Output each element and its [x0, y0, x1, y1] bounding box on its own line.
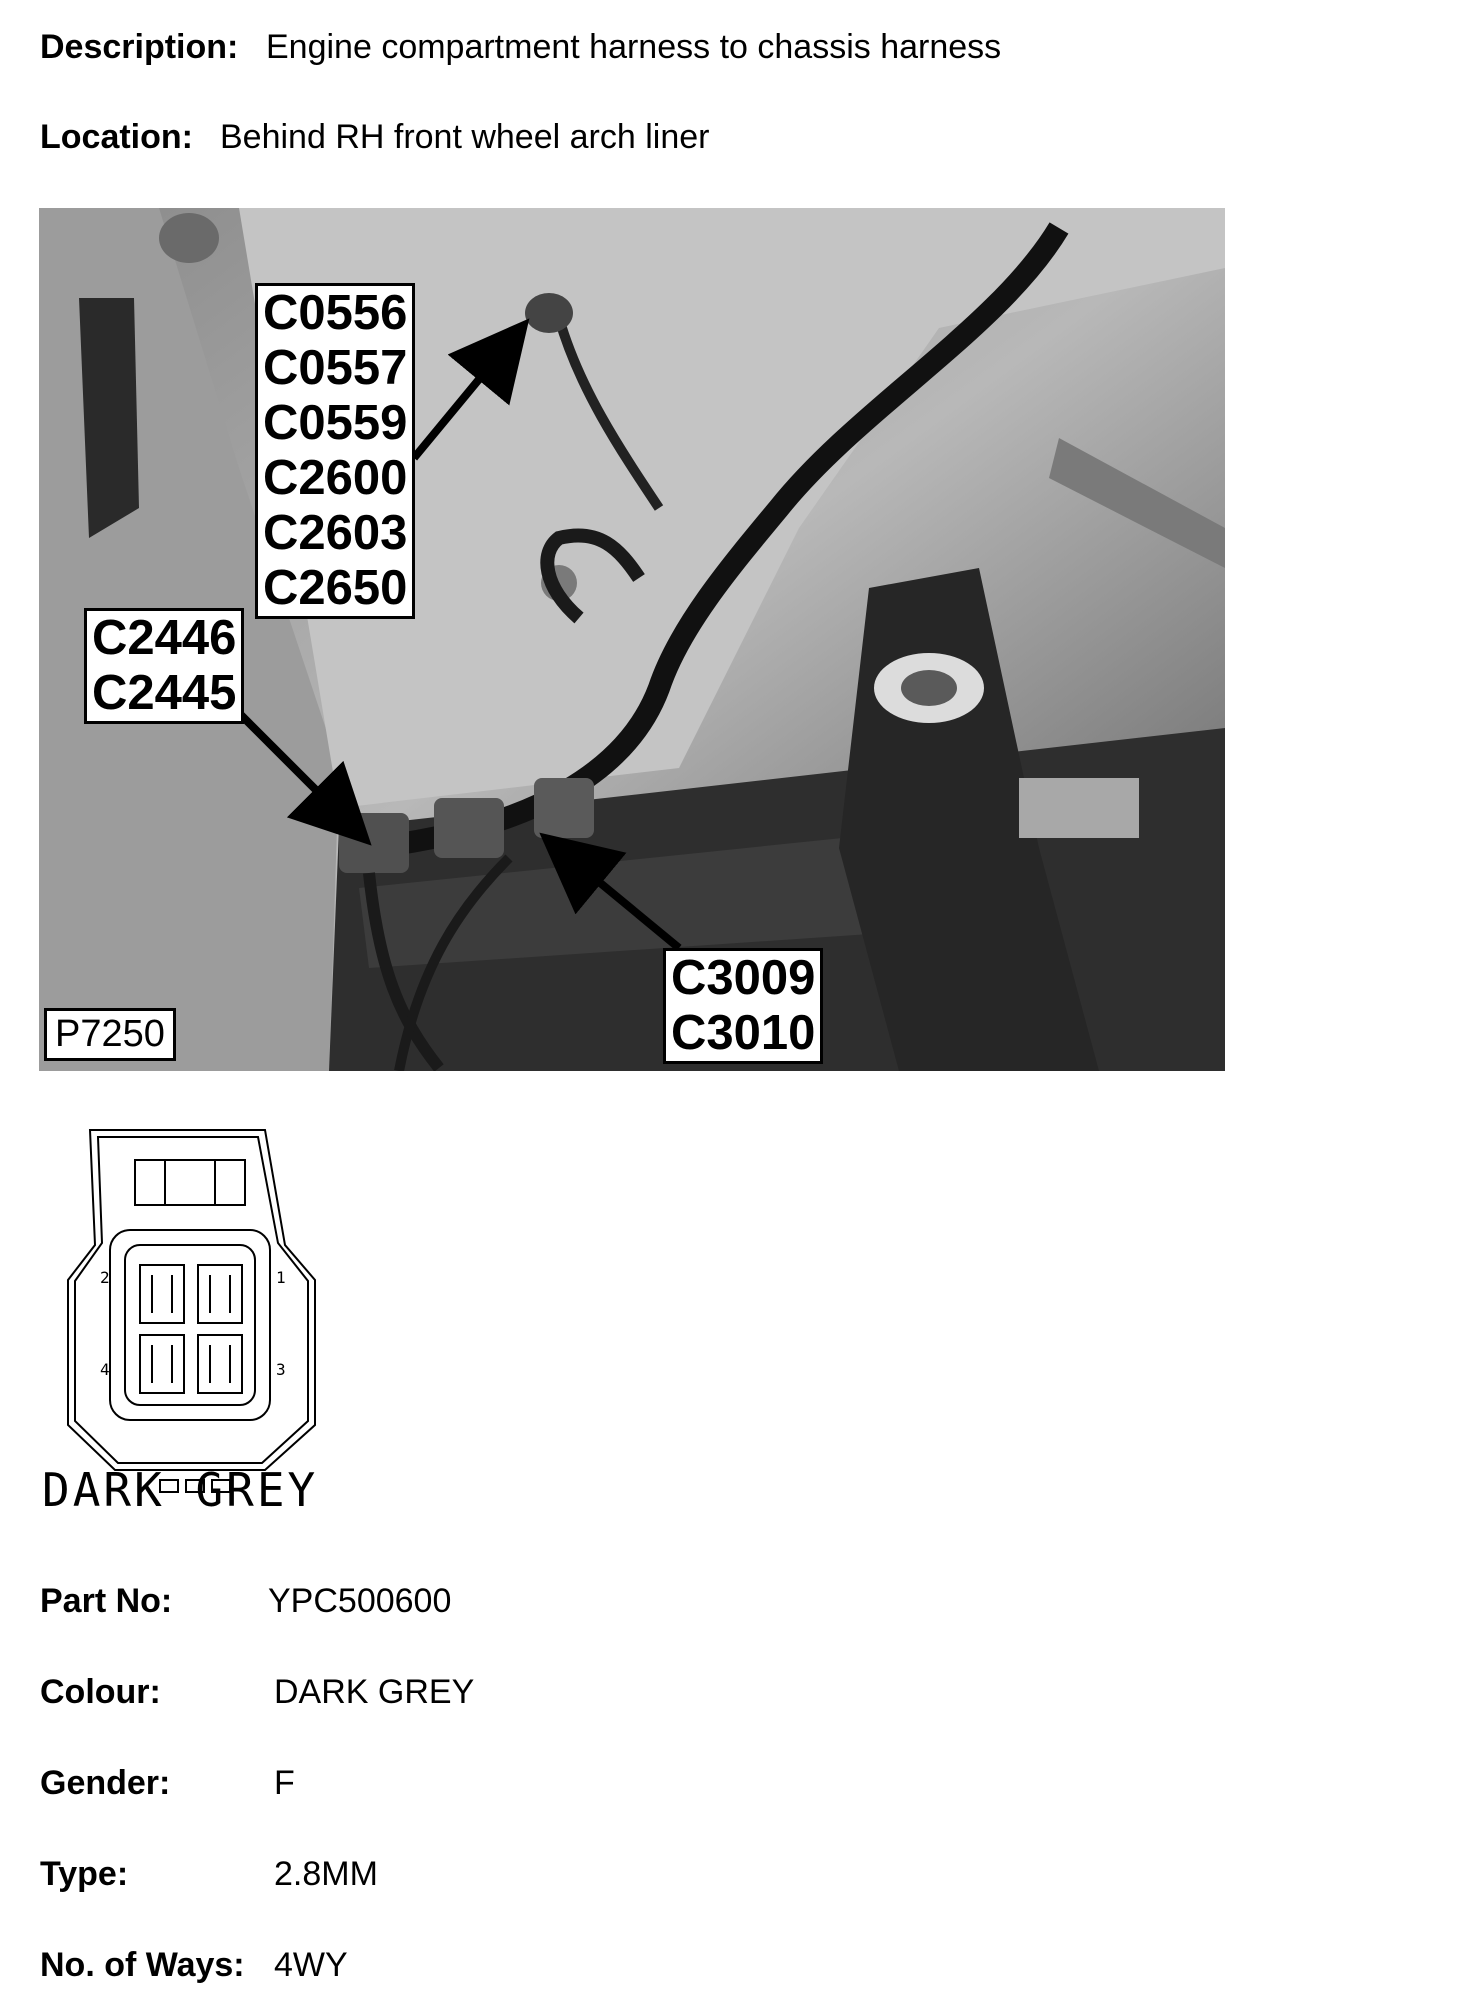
- type-label: Type:: [40, 1855, 129, 1893]
- colour-label: Colour:: [40, 1673, 161, 1711]
- description-value: Engine compartment harness to chassis harness: [266, 28, 1002, 66]
- callout-bottom: [663, 948, 823, 1064]
- callout-bottom-0: C3009: [671, 951, 816, 1005]
- callout-bottom-1: C3010: [671, 1006, 816, 1060]
- description-label: Description:: [40, 28, 239, 66]
- location-value: Behind RH front wheel arch liner: [220, 118, 710, 156]
- picture-code: P7250: [44, 1008, 176, 1061]
- callout-left-1: C2445: [92, 666, 237, 720]
- callout-top-0: C0556: [263, 286, 408, 340]
- callout-top-5: C2650: [263, 561, 408, 615]
- ways-value: 4WY: [274, 1946, 348, 1984]
- callout-left: [84, 608, 244, 724]
- callout-top-2: C0559: [263, 396, 408, 450]
- callout-left-0: C2446: [92, 611, 237, 665]
- pin-2-label: 2: [100, 1268, 110, 1287]
- connector-location-photo: [39, 208, 1225, 1071]
- connector-colour-caption: DARK GREY: [42, 1463, 319, 1517]
- colour-value: DARK GREY: [274, 1673, 475, 1711]
- ways-label: No. of Ways:: [40, 1946, 245, 1984]
- connector-face-diagram: [40, 1125, 360, 1525]
- callout-top-4: C2603: [263, 506, 408, 560]
- gender-value: F: [274, 1764, 295, 1802]
- location-label: Location:: [40, 118, 193, 156]
- callout-top-3: C2600: [263, 451, 408, 505]
- callout-top-1: C0557: [263, 341, 408, 395]
- type-value: 2.8MM: [274, 1855, 378, 1893]
- pin-3-label: 3: [276, 1360, 286, 1379]
- callout-top: [255, 283, 415, 619]
- part-no-value: YPC500600: [268, 1582, 452, 1620]
- pin-4-label: 4: [100, 1360, 110, 1379]
- part-no-label: Part No:: [40, 1582, 173, 1620]
- gender-label: Gender:: [40, 1764, 171, 1802]
- pin-1-label: 1: [276, 1268, 286, 1287]
